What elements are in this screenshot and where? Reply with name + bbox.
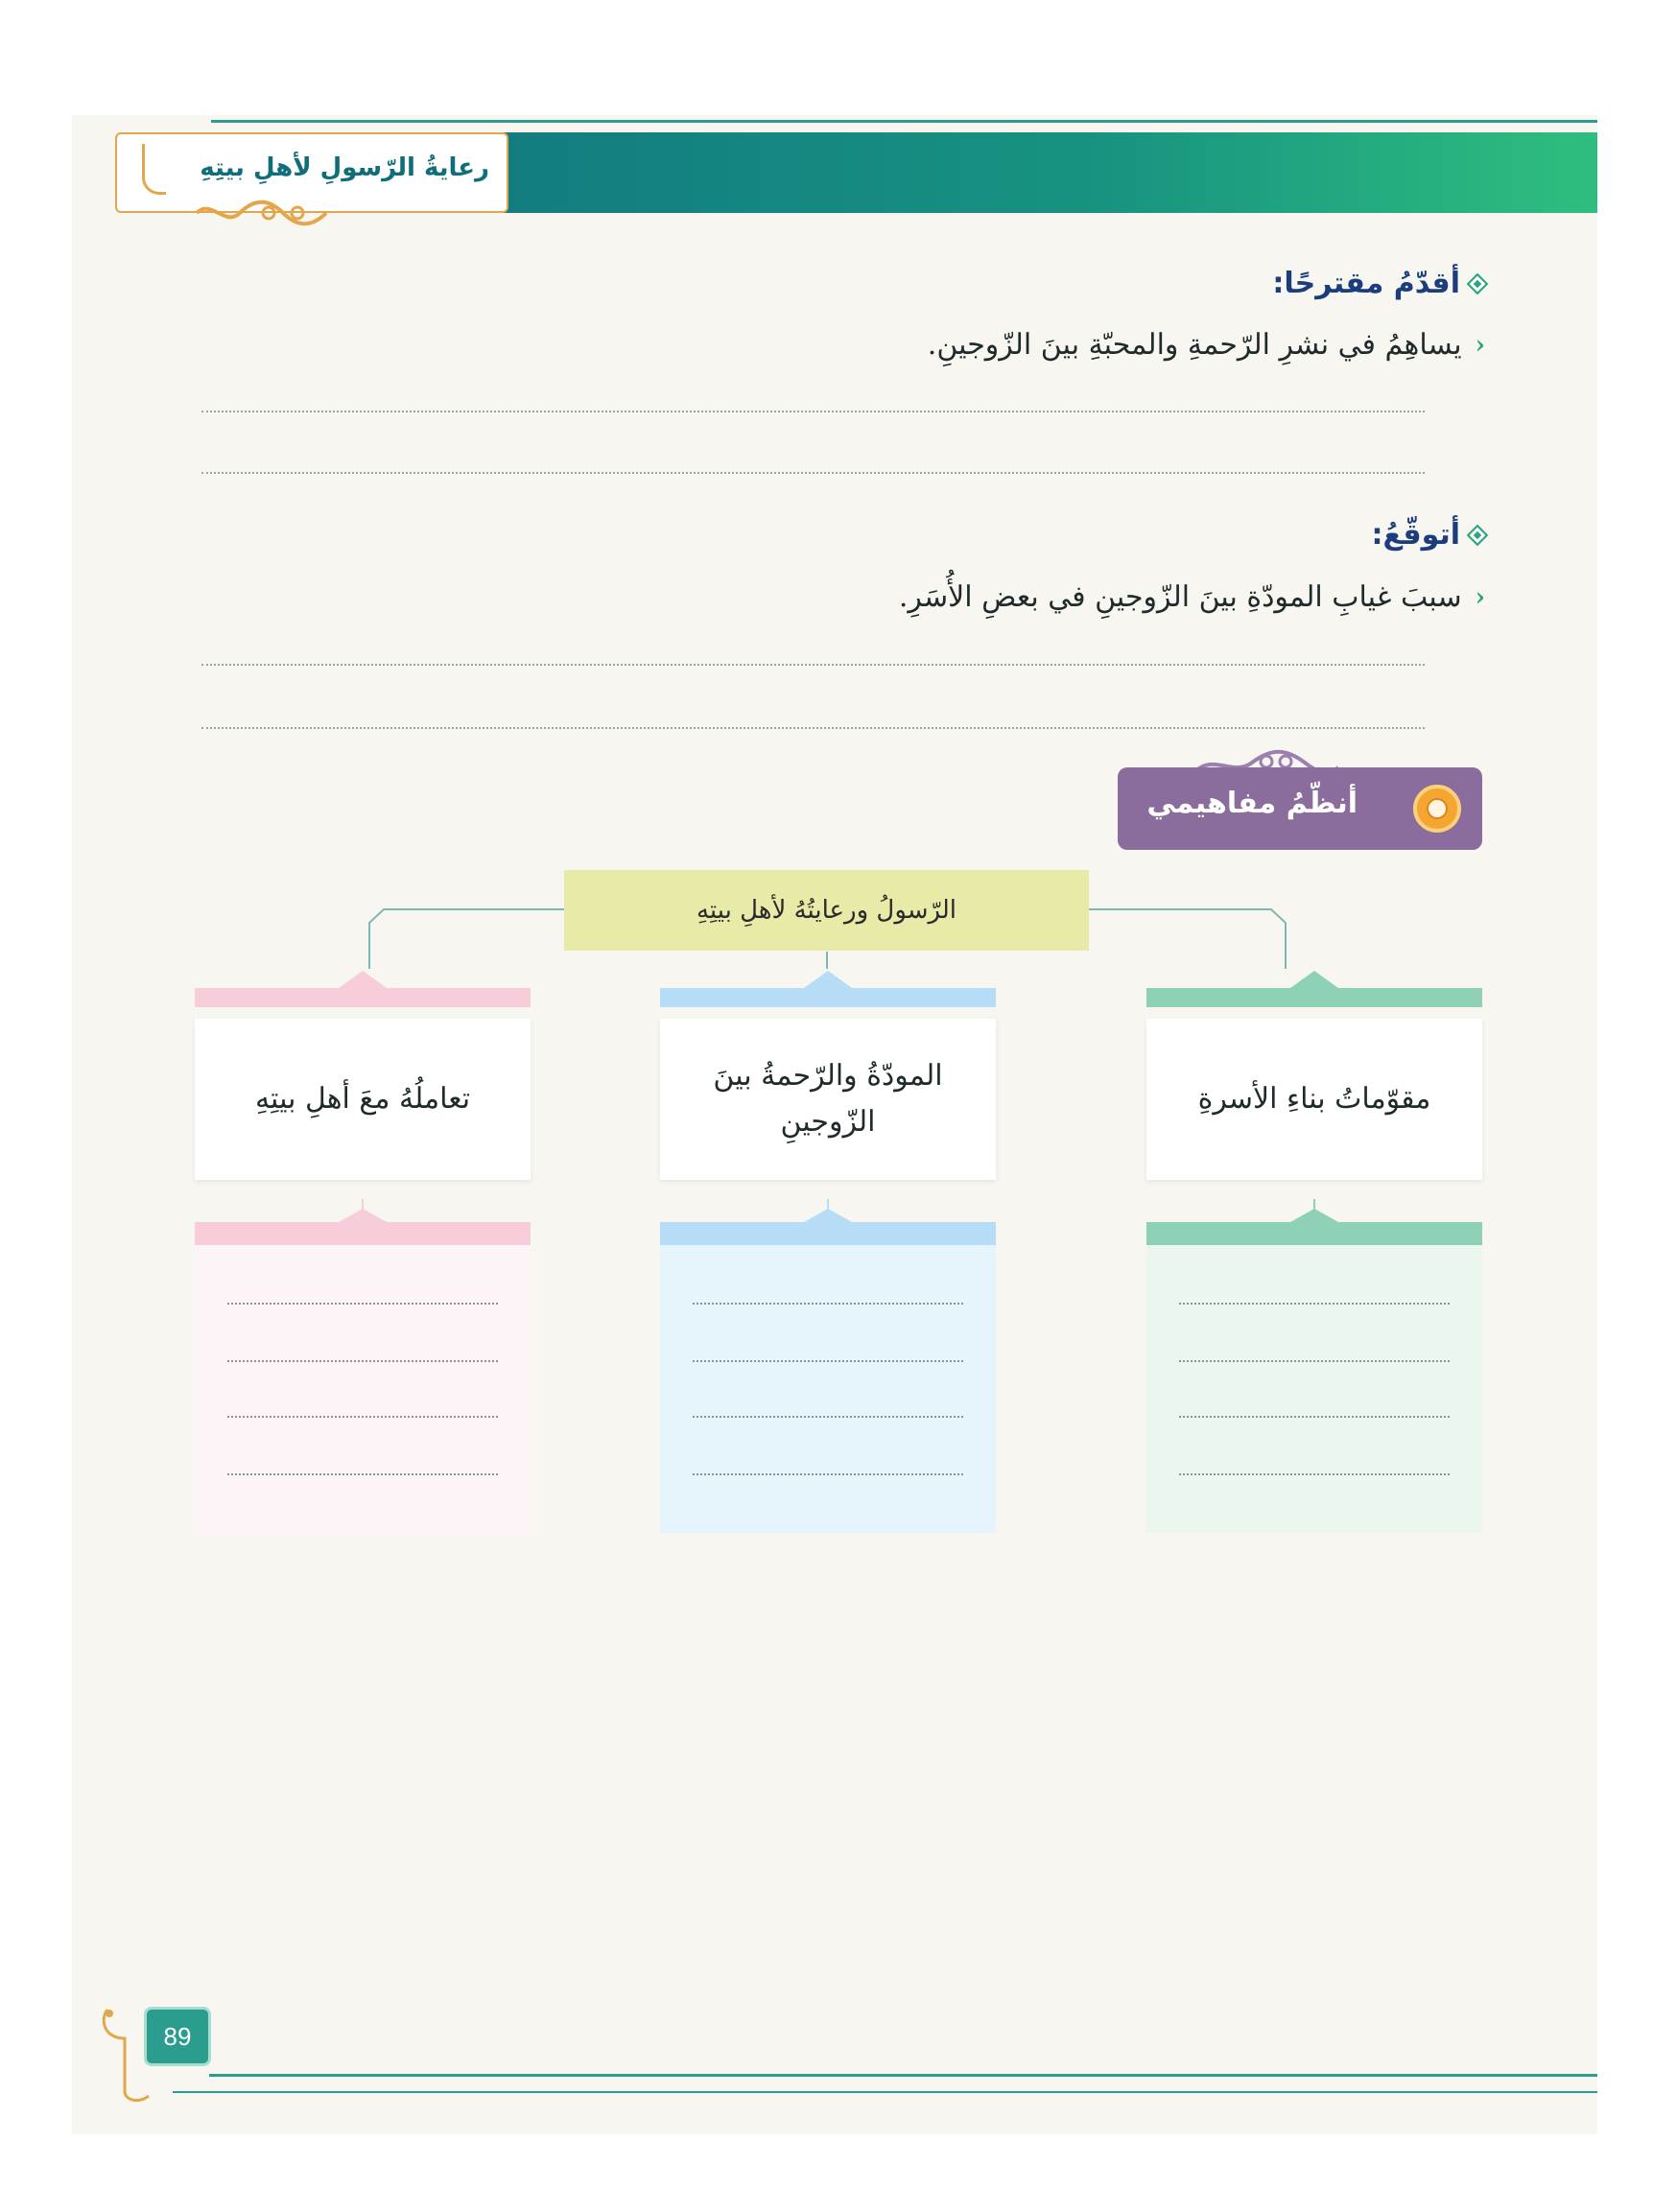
plate-curl-ornament bbox=[142, 144, 166, 195]
concept-root-box bbox=[564, 870, 1089, 951]
diamond-bullet-icon bbox=[1467, 272, 1489, 294]
clock-icon bbox=[1413, 785, 1461, 833]
concept-card-foundations bbox=[1146, 1019, 1482, 1180]
answer-line[interactable] bbox=[693, 1303, 963, 1305]
answer-line[interactable] bbox=[1179, 1360, 1450, 1362]
answer-line[interactable] bbox=[201, 472, 1425, 474]
chevron-bullet-icon: ‹ bbox=[1475, 582, 1485, 612]
answer-area-foundations[interactable] bbox=[1146, 1245, 1482, 1533]
diamond-bullet-icon bbox=[1467, 524, 1489, 546]
concepts-title: أنظّمُ مفاهيمي bbox=[1146, 787, 1358, 820]
column-tab-notch bbox=[1146, 1199, 1482, 1245]
header-top-rule bbox=[211, 120, 1597, 123]
answer-area-treatment[interactable] bbox=[195, 1245, 531, 1533]
column-tab-notch bbox=[660, 969, 996, 1007]
page-number: 89 bbox=[163, 2021, 192, 2051]
concepts-banner bbox=[1118, 767, 1482, 850]
answer-line[interactable] bbox=[201, 411, 1425, 412]
footer-rule bbox=[209, 2074, 1597, 2077]
answer-line[interactable] bbox=[227, 1303, 498, 1305]
answer-line[interactable] bbox=[227, 1360, 498, 1362]
section-predict-heading bbox=[1372, 518, 1486, 552]
section-suggest-heading bbox=[1272, 267, 1485, 300]
section-predict-item-text: سببَ غيابِ المودّةِ بينَ الزّوجينِ في بعضِ الأُسَرِ. bbox=[898, 580, 1462, 614]
answer-line[interactable] bbox=[227, 1473, 498, 1475]
column-tab-notch bbox=[660, 1199, 996, 1245]
concept-root-label: الرّسولُ ورعايتُهُ لأهلِ بيتِهِ bbox=[696, 896, 957, 925]
answer-area-affection[interactable] bbox=[660, 1245, 996, 1533]
concept-card-label: المودّةُ والرّحمةُ بينَ الزّوجينِ bbox=[713, 1059, 943, 1139]
column-tab-notch bbox=[1146, 969, 1482, 1007]
answer-line[interactable] bbox=[1179, 1303, 1450, 1305]
footer-rule bbox=[173, 2091, 1597, 2093]
page-number-badge bbox=[144, 2007, 211, 2066]
section-predict-heading-text: أتوقّعُ: bbox=[1371, 518, 1460, 552]
section-suggest-item-text: يساهِمُ في نشرِ الرّحمةِ والمحبّةِ بينَ الزّوجينِ. bbox=[927, 328, 1462, 362]
section-predict-item bbox=[899, 580, 1485, 614]
concept-card-affection bbox=[660, 1019, 996, 1180]
answer-line[interactable] bbox=[693, 1473, 963, 1475]
answer-line[interactable] bbox=[201, 664, 1425, 666]
header-ornament-icon bbox=[192, 197, 345, 229]
chevron-bullet-icon: ‹ bbox=[1475, 330, 1485, 360]
answer-line[interactable] bbox=[693, 1360, 963, 1362]
section-suggest-item bbox=[928, 328, 1485, 362]
concept-card-label: تعاملُهُ معَ أهلِ بيتِهِ bbox=[254, 1082, 471, 1116]
column-tab-notch bbox=[195, 969, 531, 1007]
column-tab-notch bbox=[195, 1199, 531, 1245]
page-title: رعايةُ الرّسولِ لأهلِ بيتِهِ bbox=[200, 153, 489, 182]
concept-card-treatment bbox=[195, 1019, 531, 1180]
answer-line[interactable] bbox=[1179, 1416, 1450, 1418]
answer-line[interactable] bbox=[227, 1416, 498, 1418]
answer-line[interactable] bbox=[1179, 1473, 1450, 1475]
section-suggest-heading-text: أقدّمُ مقترحًا: bbox=[1272, 267, 1460, 300]
header-band bbox=[499, 132, 1597, 213]
concept-card-label: مقوّماتُ بناءِ الأسرةِ bbox=[1197, 1082, 1431, 1116]
answer-line[interactable] bbox=[201, 727, 1425, 729]
answer-line[interactable] bbox=[693, 1416, 963, 1418]
